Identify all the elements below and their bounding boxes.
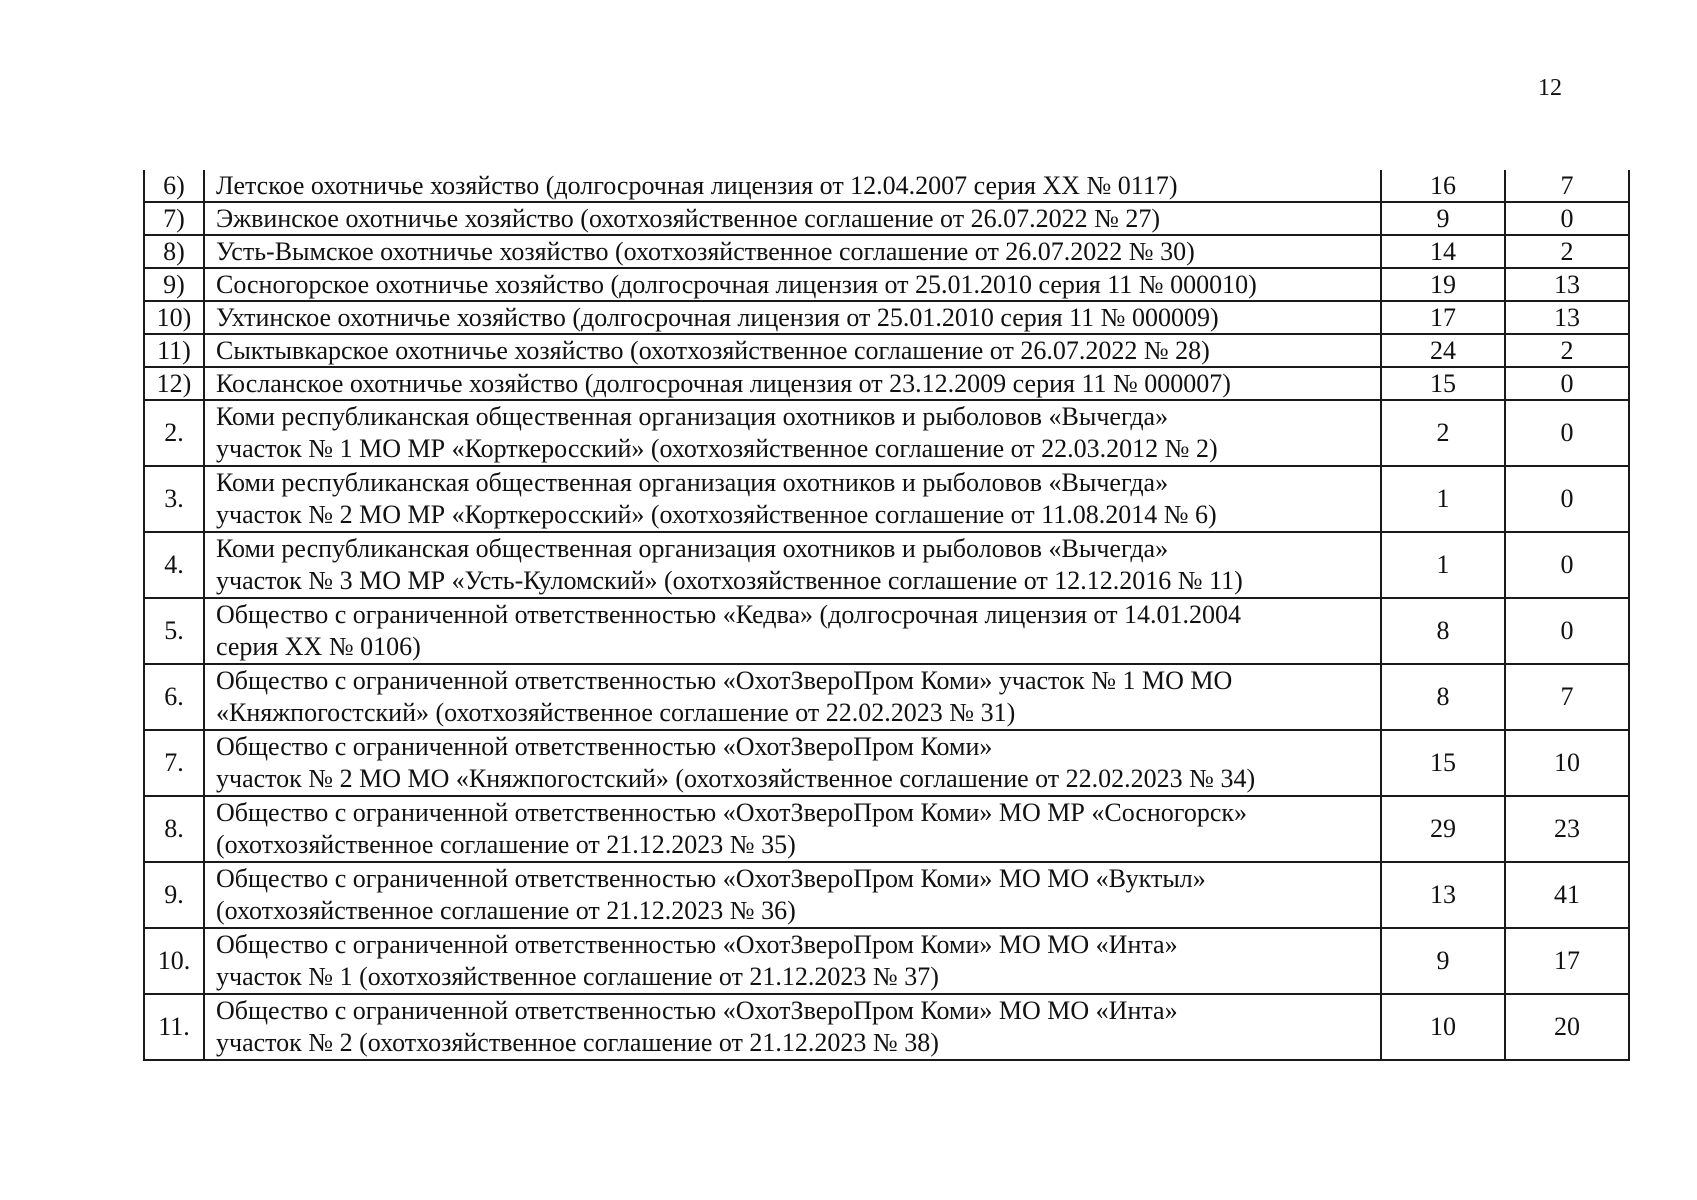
table-row [144, 235, 1629, 268]
name-line: участок № 1 (охотхозяйственное соглашение от 21.12.2023 № 37) [216, 962, 939, 991]
hunting-ground-name [204, 598, 1381, 664]
hunting-ground-name [204, 532, 1381, 598]
name-line: (охотхозяйственное соглашение от 21.12.2023 № 36) [216, 896, 796, 925]
hunting-ground-name [204, 994, 1381, 1060]
value-column-2: 0 [1505, 532, 1629, 598]
row-number: 8. [144, 796, 204, 862]
value-column-2: 23 [1505, 796, 1629, 862]
row-number: 5. [144, 598, 204, 664]
name-line: «Княжпогостский» (охотхозяйственное соглашение от 22.02.2023 № 31) [216, 698, 1016, 727]
hunting-ground-name [204, 400, 1381, 466]
value-column-1: 2 [1381, 400, 1505, 466]
table-row [144, 994, 1629, 1060]
hunting-ground-name [204, 235, 1381, 268]
name-line: Сыктывкарское охотничье хозяйство (охотхозяйственное соглашение от 26.07.2022 № 28) [216, 335, 1210, 365]
row-number: 2. [144, 400, 204, 466]
table-row [144, 730, 1629, 796]
value-column-1: 8 [1381, 664, 1505, 730]
name-line: (охотхозяйственное соглашение от 21.12.2023 № 35) [216, 830, 796, 859]
row-number: 10. [144, 928, 204, 994]
value-column-2: 0 [1505, 598, 1629, 664]
hunting-ground-name [204, 367, 1381, 400]
name-line: Общество с ограниченной ответственностью «ОхотЗвероПром Коми» МО МО «Инта» [216, 996, 1178, 1025]
value-column-1: 1 [1381, 532, 1505, 598]
hunting-ground-name [204, 466, 1381, 532]
value-column-2: 41 [1505, 862, 1629, 928]
hunting-ground-name [204, 862, 1381, 928]
hunting-ground-name [204, 170, 1381, 202]
row-number: 6. [144, 664, 204, 730]
name-line: Общество с ограниченной ответственностью «Кедва» (долгосрочная лицензия от 14.01.2004 [216, 600, 1241, 629]
table-row [144, 928, 1629, 994]
value-column-1: 17 [1381, 301, 1505, 334]
table-row [144, 664, 1629, 730]
table-row [144, 268, 1629, 301]
value-column-1: 16 [1381, 170, 1505, 202]
value-column-2: 0 [1505, 202, 1629, 235]
row-number: 8) [144, 235, 204, 268]
value-column-2: 13 [1505, 268, 1629, 301]
hunting-ground-name [204, 730, 1381, 796]
row-number: 4. [144, 532, 204, 598]
hunting-ground-name [204, 664, 1381, 730]
value-column-2: 0 [1505, 466, 1629, 532]
hunting-ground-name [204, 301, 1381, 334]
name-line: участок № 2 МО МР «Корткеросский» (охотхозяйственное соглашение от 11.08.2014 № 6) [216, 500, 1217, 529]
value-column-1: 15 [1381, 730, 1505, 796]
value-column-2: 10 [1505, 730, 1629, 796]
page-number: 12 [1538, 75, 1562, 101]
table-row [144, 334, 1629, 367]
value-column-1: 19 [1381, 268, 1505, 301]
table-row [144, 400, 1629, 466]
row-number: 9) [144, 268, 204, 301]
hunting-ground-name [204, 796, 1381, 862]
value-column-1: 15 [1381, 367, 1505, 400]
value-column-1: 10 [1381, 994, 1505, 1060]
value-column-1: 9 [1381, 202, 1505, 235]
value-column-2: 7 [1505, 170, 1629, 202]
hunting-ground-name [204, 202, 1381, 235]
value-column-2: 2 [1505, 235, 1629, 268]
name-line: участок № 3 МО МР «Усть-Куломский» (охотхозяйственное соглашение от 12.12.2016 № 11) [216, 566, 1243, 595]
row-number: 3. [144, 466, 204, 532]
row-number: 6) [144, 170, 204, 202]
hunting-grounds-table [143, 170, 1630, 1061]
value-column-2: 0 [1505, 400, 1629, 466]
name-line: участок № 2 МО МО «Княжпогостский» (охотхозяйственное соглашение от 22.02.2023 № 34) [216, 764, 1256, 793]
row-number: 11) [144, 334, 204, 367]
name-line: Сосногорское охотничье хозяйство (долгосрочная лицензия от 25.01.2010 серия 11 № 000010) [216, 269, 1257, 299]
row-number: 12) [144, 367, 204, 400]
table-row [144, 598, 1629, 664]
table-body [144, 170, 1629, 1060]
row-number: 10) [144, 301, 204, 334]
table-row [144, 796, 1629, 862]
value-column-1: 13 [1381, 862, 1505, 928]
name-line: Косланское охотничье хозяйство (долгосрочная лицензия от 23.12.2009 серия 11 № 000007) [216, 368, 1231, 398]
row-number: 11. [144, 994, 204, 1060]
table-row [144, 170, 1629, 202]
row-number: 9. [144, 862, 204, 928]
name-line: Летское охотничье хозяйство (долгосрочная лицензия от 12.04.2007 серия ХХ № 0117) [216, 170, 1178, 200]
value-column-2: 20 [1505, 994, 1629, 1060]
table-row [144, 532, 1629, 598]
name-line: Общество с ограниченной ответственностью «ОхотЗвероПром Коми» МО МР «Сосногорск» [216, 798, 1247, 827]
name-line: Усть-Вымское охотничье хозяйство (охотхозяйственное соглашение от 26.07.2022 № 30) [216, 236, 1195, 266]
row-number: 7. [144, 730, 204, 796]
name-line: Эжвинское охотничье хозяйство (охотхозяйственное соглашение от 26.07.2022 № 27) [216, 203, 1161, 233]
value-column-1: 29 [1381, 796, 1505, 862]
name-line: участок № 1 МО МР «Корткеросский» (охотхозяйственное соглашение от 22.03.2012 № 2) [216, 434, 1218, 463]
name-line: Ухтинское охотничье хозяйство (долгосрочная лицензия от 25.01.2010 серия 11 № 000009) [216, 302, 1219, 332]
value-column-1: 14 [1381, 235, 1505, 268]
hunting-ground-name [204, 334, 1381, 367]
name-line: участок № 2 (охотхозяйственное соглашение от 21.12.2023 № 38) [216, 1028, 939, 1057]
row-number: 7) [144, 202, 204, 235]
name-line: Коми республиканская общественная организация охотников и рыболовов «Вычегда» [216, 534, 1169, 563]
value-column-2: 0 [1505, 367, 1629, 400]
name-line: Общество с ограниченной ответственностью «ОхотЗвероПром Коми» МО МО «Инта» [216, 930, 1178, 959]
hunting-ground-name [204, 268, 1381, 301]
name-line: серия ХХ № 0106) [216, 632, 421, 661]
name-line: Общество с ограниченной ответственностью «ОхотЗвероПром Коми» участок № 1 МО МО [216, 666, 1233, 695]
hunting-ground-name [204, 928, 1381, 994]
value-column-1: 24 [1381, 334, 1505, 367]
value-column-1: 9 [1381, 928, 1505, 994]
table-row [144, 301, 1629, 334]
table-row [144, 202, 1629, 235]
name-line: Общество с ограниченной ответственностью «ОхотЗвероПром Коми» [216, 732, 993, 761]
name-line: Коми республиканская общественная организация охотников и рыболовов «Вычегда» [216, 468, 1169, 497]
name-line: Общество с ограниченной ответственностью «ОхотЗвероПром Коми» МО МО «Вуктыл» [216, 864, 1206, 893]
name-line: Коми республиканская общественная организация охотников и рыболовов «Вычегда» [216, 402, 1169, 431]
value-column-2: 2 [1505, 334, 1629, 367]
table-row [144, 466, 1629, 532]
value-column-1: 1 [1381, 466, 1505, 532]
table-row [144, 862, 1629, 928]
value-column-2: 7 [1505, 664, 1629, 730]
table-row [144, 367, 1629, 400]
value-column-2: 13 [1505, 301, 1629, 334]
value-column-1: 8 [1381, 598, 1505, 664]
value-column-2: 17 [1505, 928, 1629, 994]
